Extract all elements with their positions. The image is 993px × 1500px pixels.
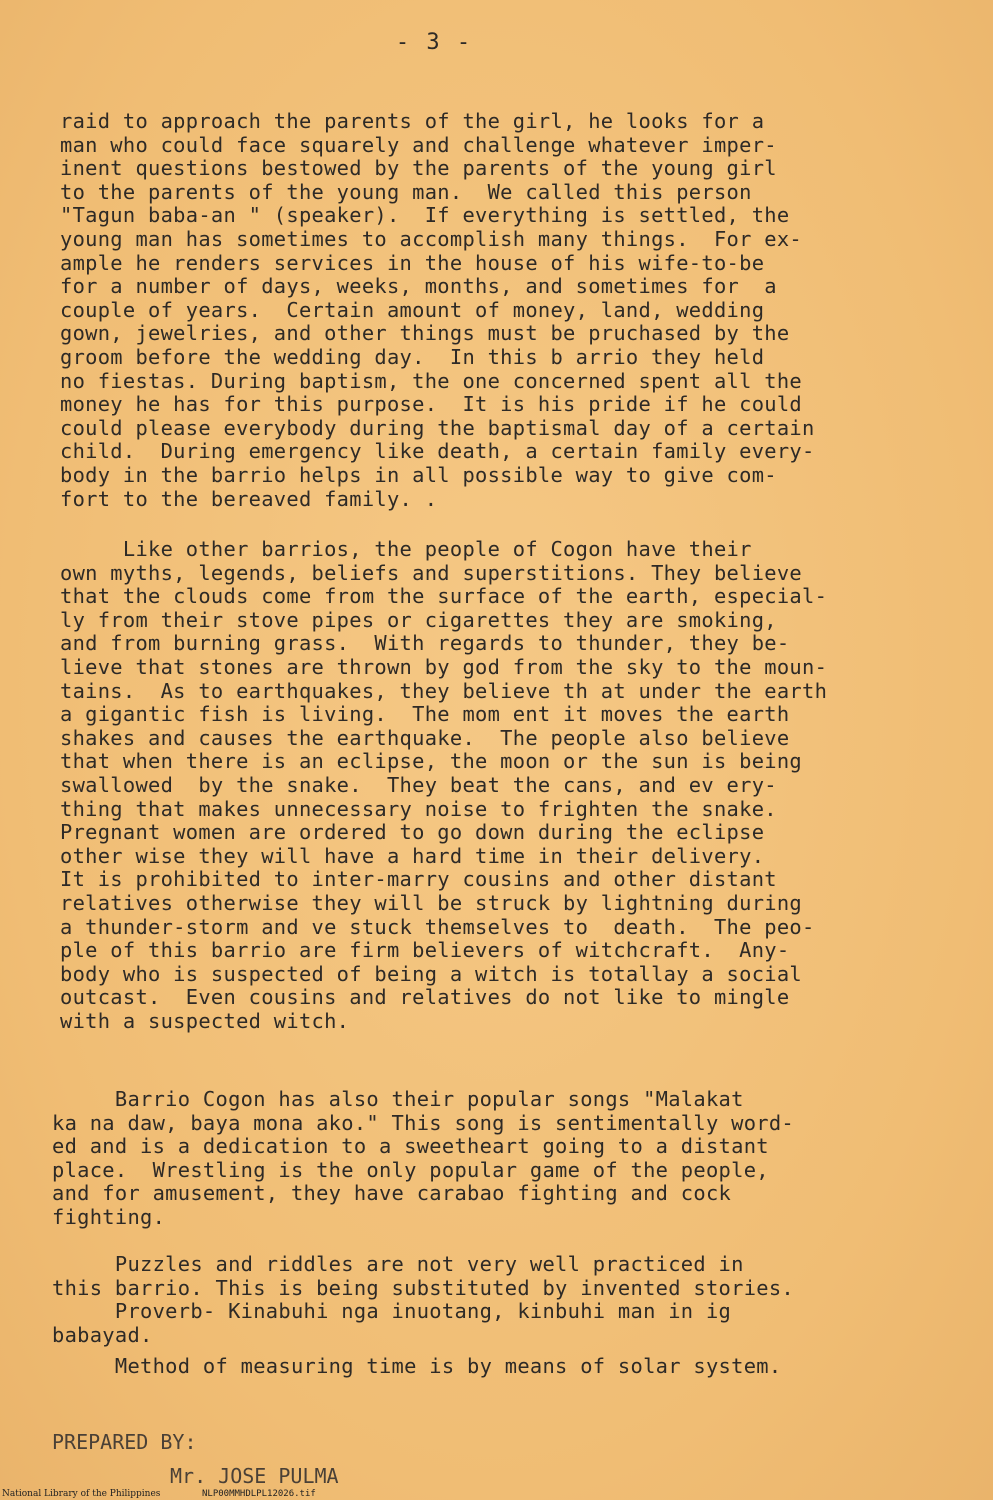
paragraph-songs bbox=[52, 1088, 794, 1230]
text-line: to the parents of the young man. We called this person bbox=[60, 179, 752, 204]
text-line: money he has for this purpose. It is his pride if he could bbox=[60, 392, 802, 417]
text-line: a thunder-storm and ve stuck themselves to death. The peo- bbox=[60, 914, 815, 939]
text-line: could please everybody during the baptismal day of a certain bbox=[60, 415, 815, 440]
text-line: "Tagun baba-an " (speaker). If everything is settled, the bbox=[60, 203, 790, 228]
text-line: raid to approach the parents of the girl, he looks for a bbox=[60, 109, 765, 133]
footer-file-id: NLP00MMHDLPL12026.tif bbox=[202, 1489, 316, 1499]
text-line: Like other barrios, the people of Cogon have their bbox=[60, 537, 752, 561]
author-name: Mr. JOSE PULMA bbox=[170, 1464, 339, 1488]
footer-institution: National Library of the Philippines bbox=[2, 1489, 161, 1499]
paragraph-puzzles bbox=[52, 1253, 794, 1347]
paragraph-time-measurement bbox=[52, 1355, 781, 1379]
paragraph-customs bbox=[60, 110, 815, 511]
text-line: inent questions bestowed by the parents of the young girl bbox=[60, 156, 777, 181]
text-line: ample he renders services in the house of his wife-to-be bbox=[60, 250, 765, 275]
text-line: ly from their stove pipes or cigarettes they are smoking, bbox=[60, 607, 777, 632]
text-line: own myths, legends, beliefs and superstitions. They believe bbox=[60, 560, 802, 585]
text-line: and for amusement, they have carabao fighting and cock bbox=[52, 1181, 732, 1206]
text-line: babayad. bbox=[52, 1322, 153, 1347]
text-line: body in the barrio helps in all possible way to give com- bbox=[60, 462, 777, 487]
text-line: ka na daw, baya mona ako." This song is sentimentally word- bbox=[52, 1110, 794, 1135]
text-line: gown, jewelries, and other things must be pruchased by the bbox=[60, 321, 790, 346]
text-line: that when there is an eclipse, the moon or the sun is being bbox=[60, 749, 802, 774]
text-line: ple of this barrio are firm believers of witchcraft. Any- bbox=[60, 938, 790, 963]
paragraph-beliefs bbox=[60, 538, 827, 1033]
text-line: Puzzles and riddles are not very well practiced in bbox=[52, 1252, 744, 1276]
text-line: and from burning grass. With regards to thunder, they be- bbox=[60, 631, 790, 656]
text-line: no fiestas. During baptism, the one concerned spent all the bbox=[60, 368, 802, 393]
text-line: Barrio Cogon has also their popular songs "Malakat bbox=[52, 1087, 744, 1111]
text-line: Pregnant women are ordered to go down during the eclipse bbox=[60, 820, 765, 845]
text-line: child. During emergency like death, a certain family every- bbox=[60, 439, 815, 464]
text-line: swallowed by the snake. They beat the cans, and ev ery- bbox=[60, 772, 777, 797]
page-number: - 3 - bbox=[395, 30, 473, 55]
text-line: couple of years. Certain amount of money, land, wedding bbox=[60, 297, 765, 322]
text-line: body who is suspected of being a witch is totallay a social bbox=[60, 961, 802, 986]
text-line: groom before the wedding day. In this b arrio they held bbox=[60, 344, 765, 369]
text-line: tains. As to earthquakes, they believe th at under the earth bbox=[60, 678, 828, 703]
text-line: young man has sometimes to accomplish many things. For ex- bbox=[60, 226, 802, 251]
text-line: ed and is a dedication to a sweetheart going to a distant bbox=[52, 1134, 769, 1159]
text-line: man who could face squarely and challenge whatever imper- bbox=[60, 132, 777, 157]
prepared-by-label: PREPARED BY: bbox=[52, 1430, 197, 1454]
text-line: thing that makes unnecessary noise to frighten the snake. bbox=[60, 796, 777, 821]
text-line: lieve that stones are thrown by god from the sky to the moun- bbox=[60, 654, 828, 679]
text-line: with a suspected witch. bbox=[60, 1008, 350, 1033]
text-line: Proverb- Kinabuhi nga inuotang, kinbuhi man in ig bbox=[52, 1299, 732, 1324]
text-line: fighting. bbox=[52, 1204, 166, 1229]
text-line: fort to the bereaved family. . bbox=[60, 486, 438, 511]
text-line: a gigantic fish is living. The mom ent it moves the earth bbox=[60, 702, 790, 727]
text-line: It is prohibited to inter-marry cousins and other distant bbox=[60, 867, 777, 892]
text-line: outcast. Even cousins and relatives do not like to mingle bbox=[60, 985, 790, 1010]
text-line: place. Wrestling is the only popular game of the people, bbox=[52, 1157, 769, 1182]
text-line: relatives otherwise they will be struck by lightning during bbox=[60, 890, 802, 915]
text-line: other wise they will have a hard time in their delivery. bbox=[60, 843, 765, 868]
text-line: that the clouds come from the surface of the earth, especial- bbox=[60, 584, 828, 609]
text-line: shakes and causes the earthquake. The people also believe bbox=[60, 725, 790, 750]
text-line: for a number of days, weeks, months, and sometimes for a bbox=[60, 274, 777, 299]
text-line: Method of measuring time is by means of solar system. bbox=[52, 1354, 782, 1378]
text-line: this barrio. This is being substituted by invented stories. bbox=[52, 1275, 794, 1300]
